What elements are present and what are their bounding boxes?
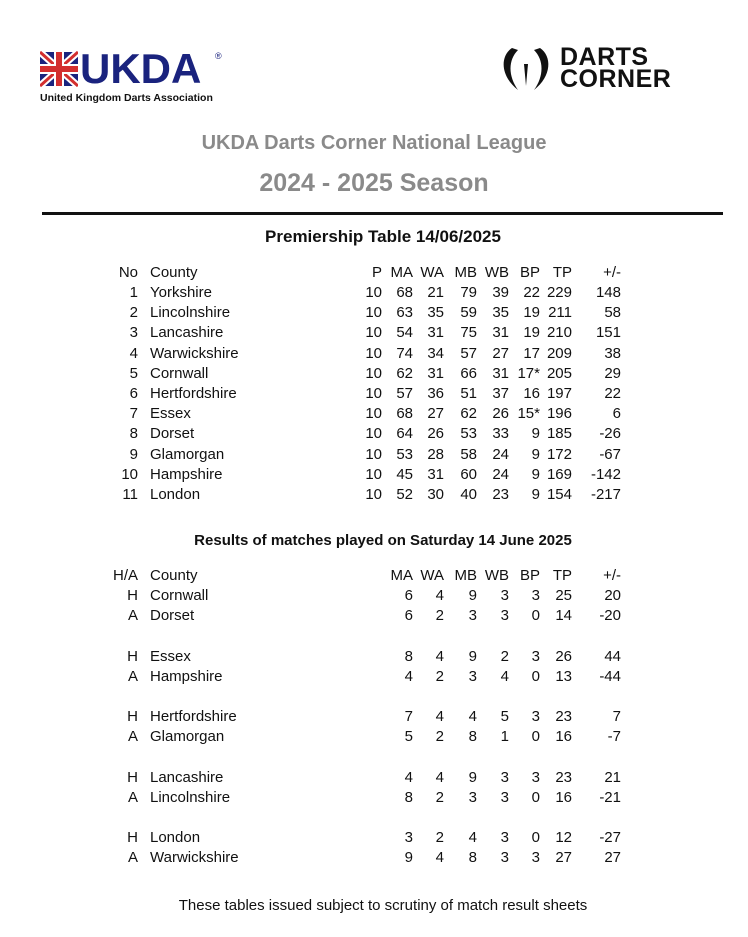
table-row [0,727,748,747]
table-row [0,606,748,626]
darts-corner-logo [498,43,718,94]
column-header: TP [552,264,572,281]
table-cell: 52 [396,486,413,503]
table-cell: Essex [150,647,191,665]
darts-corner-word-1: DARTS [560,43,649,71]
table-cell: 10 [365,304,382,322]
table-cell: -142 [590,465,621,483]
table-cell: 10 [365,486,382,503]
table-cell: 10 [121,465,138,483]
table-row [0,303,748,323]
table-cell: 3 [500,768,509,786]
column-header: MB [454,264,477,281]
table-row [0,364,748,384]
table-cell: 211 [548,304,572,322]
table-cell: 45 [396,465,413,483]
table-cell: 35 [427,304,444,322]
table-cell: 27 [492,344,509,362]
column-header: TP [552,567,572,584]
table-cell: 13 [555,667,572,685]
darts-corner-word-2: CORNER [560,65,672,93]
table-cell: Cornwall [150,364,209,382]
table-cell: 5 [129,364,138,382]
table-cell: 60 [460,465,477,483]
ukda-wordmark: UKDA [80,45,202,92]
table-cell: 3 [531,849,540,867]
table-cell: 205 [546,364,572,382]
table-row [0,283,748,303]
table-cell: A [127,849,138,867]
table-cell: 23 [555,708,572,725]
ukda-logo [40,45,225,110]
table-cell: 154 [546,486,572,503]
table-cell: 26 [555,647,572,665]
table-cell: Essex [150,405,191,423]
table-cell: 4 [435,587,444,604]
table-cell: 62 [396,364,413,382]
table-cell: 66 [460,364,477,382]
column-header: +/- [603,567,621,584]
table-cell: 3 [500,829,509,846]
table-cell: 28 [427,445,444,463]
table-cell: 10 [365,284,382,301]
column-header: +/- [603,264,621,281]
table-cell: Dorset [150,607,195,625]
table-cell: 24 [492,465,509,483]
table-cell: 2 [435,829,444,846]
table-cell: 19 [523,304,540,322]
table-cell: 3 [531,647,540,665]
table-cell: 62 [460,405,477,423]
table-cell: Lincolnshire [150,304,231,322]
table-cell: 21 [604,768,621,786]
table-row [0,424,748,444]
divider [42,212,723,215]
table-cell: 0 [531,667,540,685]
footer-note: These tables issued subject to scrutiny of match result sheets [178,897,588,914]
table-cell: Glamorgan [150,445,225,463]
table-cell: 2 [435,728,444,746]
table-cell: 3 [468,607,477,625]
table-cell: 6 [612,405,621,423]
table-cell: 30 [427,486,444,503]
table-cell: 10 [365,405,382,423]
table-cell: 12 [555,829,572,846]
table-cell: Glamorgan [150,728,225,746]
table-cell: 17* [517,364,540,382]
table-cell: 38 [604,344,621,362]
table-cell: 3 [468,788,477,806]
table-cell: 1 [500,728,509,746]
table-cell: 2 [435,607,444,625]
table-cell: 27 [427,405,444,423]
table-cell: 185 [546,425,572,443]
table-cell: 4 [404,667,413,685]
table-cell: 16 [523,385,540,402]
table-cell: London [150,829,201,846]
table-cell: 4 [435,708,444,725]
season-title: 2024 - 2025 Season [259,169,489,197]
table-cell: 6 [404,607,413,625]
column-header: County [150,567,198,584]
table-cell: H [127,587,138,604]
results-heading: Results of matches played on Saturday 14 June 2025 [194,532,572,549]
table-cell: 10 [365,425,382,443]
table-cell: 19 [523,324,540,342]
table-row [0,465,748,485]
column-header: BP [519,264,540,281]
table-cell: -21 [599,788,621,806]
table-cell: A [127,788,138,806]
table-cell: 31 [427,324,444,342]
table-cell: 51 [460,385,477,402]
table-cell: Hertfordshire [150,385,237,402]
table-header-row [0,566,748,586]
column-header: No [118,264,138,281]
table-row [0,344,748,364]
table-cell: 16 [555,728,572,746]
table-cell: 15* [517,405,540,423]
table-row [0,848,748,868]
table-cell: 0 [531,607,540,625]
table-cell: 25 [555,587,572,604]
table-cell: 4 [435,849,444,867]
column-header: BP [519,567,540,584]
table-cell: 10 [365,324,382,342]
table-cell: 9 [531,465,540,483]
table-cell: Hampshire [150,667,223,685]
table-cell: 3 [500,788,509,806]
table-cell: -44 [599,667,621,685]
table-cell: 6 [404,587,413,604]
table-cell: 16 [555,788,572,806]
table-cell: 24 [492,445,509,463]
table-cell: 0 [531,788,540,806]
table-cell: 36 [427,385,444,402]
table-cell: 3 [531,768,540,786]
table-cell: 2 [435,667,444,685]
table-cell: 11 [122,486,138,503]
column-header: H/A [112,567,138,584]
table-cell: 68 [396,284,413,301]
column-header: County [150,264,198,281]
table-cell: A [127,607,138,625]
table-cell: 4 [435,647,444,665]
table-cell: 8 [468,728,477,746]
table-cell: 196 [546,405,572,423]
table-cell: 59 [460,304,477,322]
table-cell: 4 [500,667,509,685]
table-cell: 3 [129,324,138,342]
column-header: MA [390,264,413,281]
table-cell: 7 [129,405,138,423]
column-header: WA [420,264,444,281]
table-cell: 210 [546,324,572,342]
table-row [0,485,748,505]
table-cell: 9 [468,768,477,786]
table-cell: 79 [460,284,477,301]
table-cell: 35 [492,304,509,322]
table-cell: 169 [546,465,572,483]
table-cell: 39 [492,284,509,301]
table-cell: Hampshire [150,465,223,483]
table-cell: -217 [590,486,621,503]
column-header: WB [484,567,509,584]
column-header: WA [420,567,444,584]
table-cell: Lancashire [150,324,224,342]
registered-mark: ® [215,51,222,61]
table-row [0,323,748,343]
table-cell: 8 [404,647,413,665]
table-cell: 1 [129,284,138,301]
table-cell: 23 [492,486,509,503]
table-cell: 209 [546,344,572,362]
table-cell: 9 [468,587,477,604]
table-cell: 148 [595,284,621,301]
table-cell: 3 [531,587,540,604]
table-cell: 10 [365,385,382,402]
table-cell: 3 [404,829,413,846]
table-cell: 4 [404,768,413,786]
table-row [0,647,748,667]
table-row [0,384,748,404]
table-cell: 3 [500,849,509,867]
table-cell: 44 [604,647,621,665]
table-cell: 31 [492,364,509,382]
table-cell: 31 [492,324,509,342]
table-cell: 27 [604,849,621,867]
table-cell: 7 [404,708,413,725]
ukda-subtitle: United Kingdom Darts Association [40,92,213,104]
table-cell: 37 [492,385,509,402]
table-cell: 2 [129,304,138,322]
table-cell: 6 [129,385,138,402]
table-cell: 10 [365,445,382,463]
table-row [0,445,748,465]
table-cell: Warwickshire [150,344,239,362]
table-cell: 29 [604,364,621,382]
table-cell: 26 [492,405,509,423]
table-cell: 22 [523,284,540,301]
table-row [0,707,748,727]
table-cell: -20 [599,607,621,625]
table-cell: 4 [435,768,444,786]
table-cell: 53 [396,445,413,463]
table-cell: 4 [468,708,477,725]
table-cell: 68 [396,405,413,423]
table-cell: 22 [604,385,621,402]
table-cell: 4 [468,829,477,846]
table-cell: 9 [531,486,540,503]
table-cell: 9 [404,849,413,867]
table-cell: Lancashire [150,768,224,786]
table-cell: 57 [460,344,477,362]
table-cell: 58 [604,304,621,322]
table-cell: H [127,647,138,665]
table-cell: 23 [555,768,572,786]
table-row [0,586,748,606]
table-cell: 8 [404,788,413,806]
table-cell: Yorkshire [150,284,212,301]
table-row [0,768,748,788]
table-cell: 21 [427,284,444,301]
table-cell: -27 [599,829,621,846]
table-row [0,788,748,808]
table-cell: -7 [607,728,621,746]
table-cell: Hertfordshire [150,708,237,725]
table-cell: 5 [404,728,413,746]
table-cell: H [127,829,138,846]
column-header: MA [390,567,413,584]
table-cell: 27 [555,849,572,867]
table-cell: 4 [129,344,138,362]
table-cell: 3 [531,708,540,725]
table-cell: 64 [396,425,413,443]
table-cell: 31 [427,465,444,483]
table-cell: 3 [500,607,509,625]
column-header: MB [454,567,477,584]
table-cell: 9 [531,425,540,443]
table-cell: -67 [599,445,621,463]
column-header: P [371,264,382,281]
table-cell: 10 [365,344,382,362]
table-cell: 34 [427,344,444,362]
table-cell: 151 [595,324,621,342]
table-cell: 9 [468,647,477,665]
table-cell: 75 [460,324,477,342]
table-cell: Lincolnshire [150,788,231,806]
table-cell: 14 [555,607,572,625]
table-cell: 33 [492,425,509,443]
table-cell: 9 [129,445,138,463]
table-cell: Cornwall [150,587,209,604]
table-cell: 5 [500,708,509,725]
table-cell: Warwickshire [150,849,239,867]
table-cell: 3 [500,587,509,604]
table-cell: A [127,728,138,746]
table-cell: H [127,708,138,725]
table-cell: 10 [365,465,382,483]
table-cell: 0 [531,829,540,846]
union-flag-icon [40,50,78,88]
table-cell: London [150,486,201,503]
table-cell: 7 [612,708,621,725]
table-cell: 54 [396,324,413,342]
premiership-heading: Premiership Table 14/06/2025 [265,227,501,246]
table-cell: 26 [427,425,444,443]
column-header: WB [484,264,509,281]
table-row [0,404,748,424]
table-cell: 58 [460,445,477,463]
table-header-row [0,263,748,283]
darts-corner-mark-icon [498,46,554,92]
table-cell: 17 [523,344,540,362]
table-cell: H [127,768,138,786]
table-cell: 9 [531,445,540,463]
table-cell: 31 [427,364,444,382]
table-cell: 197 [546,385,572,402]
table-cell: 57 [396,385,413,402]
table-row [0,667,748,687]
table-cell: 2 [435,788,444,806]
table-cell: 10 [365,364,382,382]
table-cell: 53 [460,425,477,443]
league-title: UKDA Darts Corner National League [201,132,547,154]
table-cell: 3 [468,667,477,685]
table-cell: 74 [396,344,413,362]
table-row [0,828,748,848]
table-cell: 20 [604,587,621,604]
table-cell: 8 [129,425,138,443]
table-cell: 63 [396,304,413,322]
table-cell: A [127,667,138,685]
table-cell: Dorset [150,425,195,443]
table-cell: -26 [599,425,621,443]
table-cell: 8 [468,849,477,867]
table-cell: 40 [460,486,477,503]
table-cell: 229 [546,284,572,301]
table-cell: 0 [531,728,540,746]
table-cell: 2 [500,647,509,665]
table-cell: 172 [546,445,572,463]
